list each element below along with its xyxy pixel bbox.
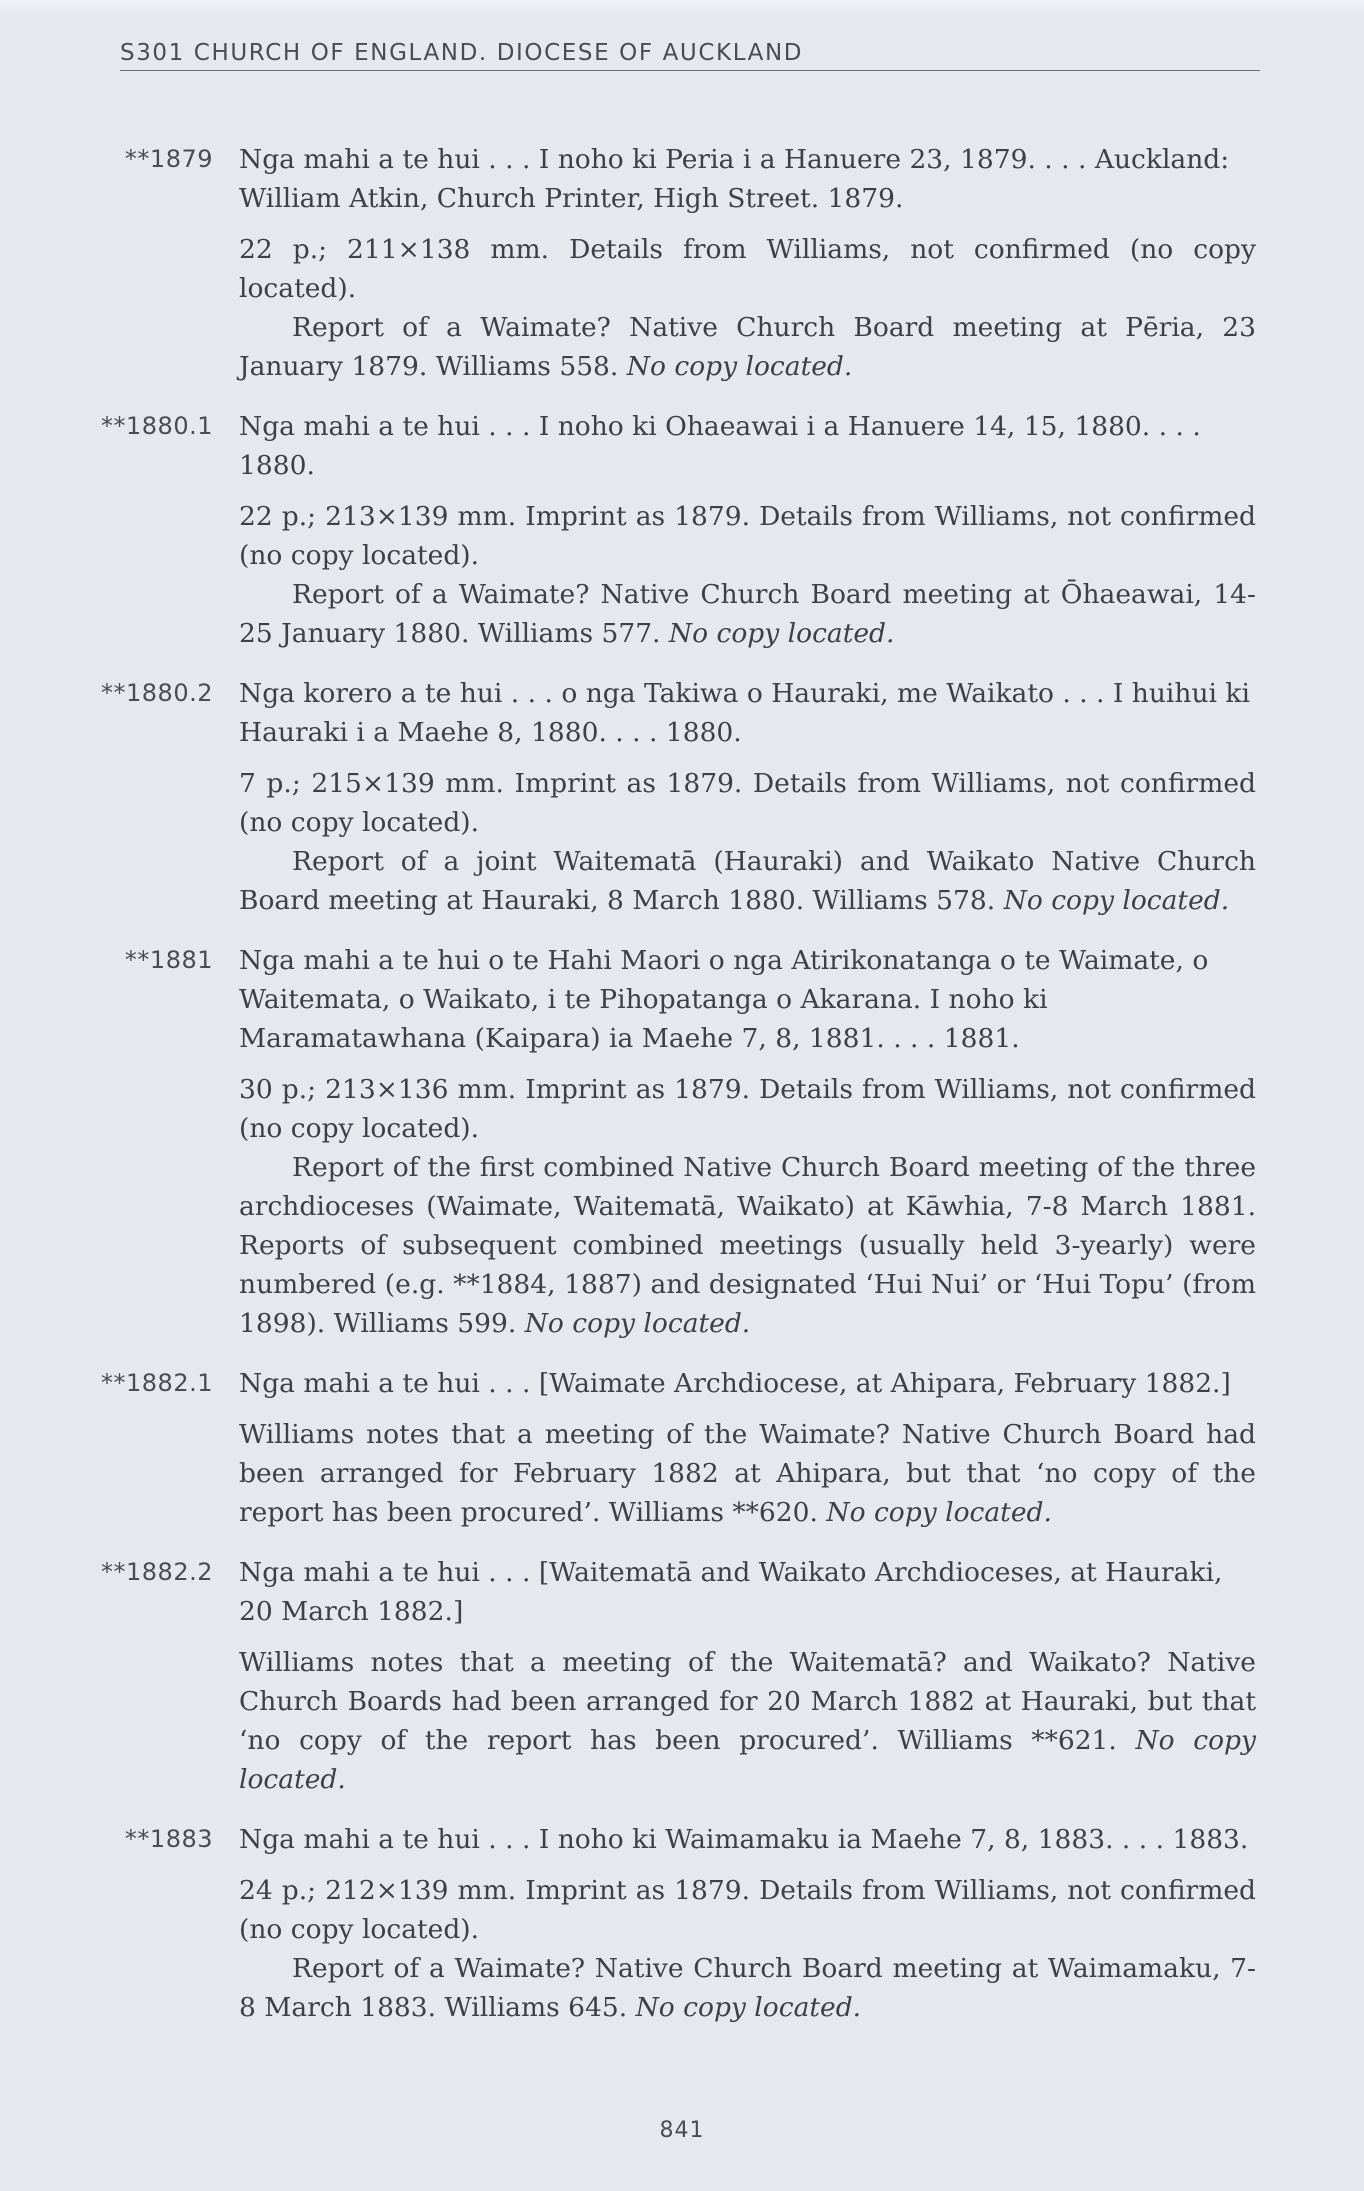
- bibliography-entries: [0, 140, 1364, 2048]
- entry-title: Nga mahi a te hui . . . I noho ki Peria i a Hanuere 23, 1879. . . . Auckland: William Atkin, Church Printer, High Street. 1879.: [239, 144, 1230, 214]
- entry-note: [239, 1415, 1256, 1532]
- entry-title: Nga mahi a te hui . . . I noho ki Ohaeawai i a Hanuere 14, 15, 1880. . . . 1880.: [239, 411, 1201, 481]
- entry-status: No copy located.: [1003, 885, 1230, 916]
- entry-description: 22 p.; 213×139 mm. Imprint as 1879. Details from Williams, not confirmed (no copy located).: [239, 501, 1256, 571]
- running-head: S301 CHURCH OF ENGLAND. DIOCESE OF AUCKLAND: [120, 40, 1260, 71]
- entry-number: **1882.1: [101, 1369, 213, 1397]
- entry-note-text: Report of a Waimate? Native Church Board meeting at Pēria, 23 January 1879. Williams 558.: [239, 312, 1256, 382]
- entry-1879: [0, 140, 1364, 386]
- entry-body: [239, 941, 1256, 1343]
- entry-1880-1: [0, 407, 1364, 653]
- entry-number: **1882.2: [101, 1558, 213, 1586]
- entry-note: [239, 1643, 1256, 1799]
- entry-body: [239, 140, 1256, 386]
- entry-body: [239, 674, 1256, 920]
- entry-status: No copy located.: [626, 351, 853, 382]
- entry-status: No copy located.: [239, 1725, 1256, 1795]
- entry-note-text: Williams notes that a meeting of the Waitematā? and Waikato? Native Church Boards had been arranged for 20 March 1882 at Hauraki, but that ‘no copy of the report has been procured’. Williams **621.: [239, 1647, 1256, 1756]
- entry-body: [239, 407, 1256, 653]
- entry-number: **1881: [124, 946, 213, 974]
- entry-note-text: Report of the first combined Native Church Board meeting of the three archdioceses (Waimate, Waitematā, Waikato) at Kāwhia, 7-8 March 1881. Reports of subsequent combined meetings (usually held 3-yearly) were numbered (e.g. **1884, 1887) and designated ‘Hui Nui’ or ‘Hui Topu’ (from 1898). Williams 599.: [239, 1152, 1256, 1339]
- entry-note: [239, 308, 1256, 386]
- entry-status: No copy located.: [668, 618, 895, 649]
- entry-note: [239, 1148, 1256, 1343]
- entry-note-text: Report of a Waimate? Native Church Board meeting at Ōhaeawai, 14-25 January 1880. Williams 577.: [239, 579, 1256, 649]
- entry-body: [239, 1364, 1256, 1532]
- entry-note: [239, 1949, 1256, 2027]
- entry-number: **1880.2: [101, 679, 213, 707]
- entry-body: [239, 1820, 1256, 2027]
- entry-title: Nga korero a te hui . . . o nga Takiwa o Hauraki, me Waikato . . . I huihui ki Hauraki i a Maehe 8, 1880. . . . 1880.: [239, 678, 1250, 748]
- entry-title: Nga mahi a te hui . . . [Waimate Archdiocese, at Ahipara, February 1882.]: [239, 1368, 1231, 1399]
- entry-number: **1880.1: [101, 412, 213, 440]
- entry-number: **1879: [124, 145, 213, 173]
- entry-description: 22 p.; 211×138 mm. Details from Williams, not confirmed (no copy located).: [239, 234, 1256, 304]
- entry-status: No copy located.: [826, 1497, 1052, 1528]
- entry-body: [239, 1553, 1256, 1799]
- entry-note-text: Report of a joint Waitematā (Hauraki) and Waikato Native Church Board meeting at Hauraki, 8 March 1880. Williams 578.: [239, 846, 1256, 916]
- entry-note: [239, 575, 1256, 653]
- entry-note: [239, 842, 1256, 920]
- entry-status: No copy located.: [524, 1308, 751, 1339]
- entry-status: No copy located.: [635, 1992, 862, 2023]
- entry-1882-2: [0, 1553, 1364, 1799]
- entry-1881: [0, 941, 1364, 1343]
- page-edge: [0, 0, 1364, 14]
- entry-1880-2: [0, 674, 1364, 920]
- entry-note-text: Williams notes that a meeting of the Waimate? Native Church Board had been arranged for February 1882 at Ahipara, but that ‘no copy of the report has been procured’. Williams **620.: [239, 1419, 1256, 1528]
- entry-description: 7 p.; 215×139 mm. Imprint as 1879. Details from Williams, not confirmed (no copy located).: [239, 768, 1256, 838]
- entry-title: Nga mahi a te hui . . . I noho ki Waimamaku ia Maehe 7, 8, 1883. . . . 1883.: [239, 1824, 1249, 1855]
- entry-title: Nga mahi a te hui o te Hahi Maori o nga Atirikonatanga o te Waimate, o Waitemata, o Waikato, i te Pihopatanga o Akarana. I noho ki Maramatawhana (Kaipara) ia Maehe 7, 8, 1881. . . . 1881.: [239, 945, 1209, 1054]
- entry-1882-1: [0, 1364, 1364, 1532]
- entry-title: Nga mahi a te hui . . . [Waitematā and Waikato Archdioceses, at Hauraki, 20 March 1882.]: [239, 1557, 1223, 1627]
- entry-1883: [0, 1820, 1364, 2027]
- entry-description: 30 p.; 213×136 mm. Imprint as 1879. Details from Williams, not confirmed (no copy located).: [239, 1074, 1256, 1144]
- entry-description: 24 p.; 212×139 mm. Imprint as 1879. Details from Williams, not confirmed (no copy located).: [239, 1875, 1256, 1945]
- entry-number: **1883: [124, 1825, 213, 1853]
- page-number: 841: [659, 2118, 705, 2143]
- entry-note-text: Report of a Waimate? Native Church Board meeting at Waimamaku, 7-8 March 1883. Williams 645.: [239, 1953, 1256, 2023]
